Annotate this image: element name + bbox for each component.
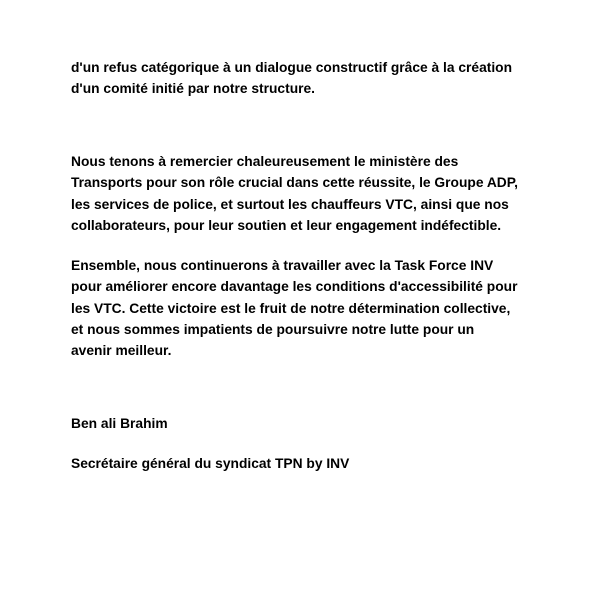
text-line: les VTC. Cette victoire est le fruit de notre détermination collective, [71, 300, 511, 316]
signatory-name: Ben ali Brahim [71, 416, 168, 431]
text-line: pour améliorer encore davantage les conditions d'accessibilité pour [71, 279, 518, 295]
signature-title [71, 453, 541, 474]
text-line: Nous tenons à remercier chaleureusement le ministère des [71, 154, 459, 169]
paragraph-thanks [71, 151, 541, 236]
text-line: Transports pour son rôle crucial dans cette réussite, le Groupe ADP, [71, 175, 518, 191]
text-line: collaborateurs, pour leur soutien et leur engagement indéfectible. [71, 217, 502, 233]
text-line: Ensemble, nous continuerons à travailler avec la Task Force INV [71, 258, 494, 273]
paragraph-commitment [71, 255, 541, 361]
text-line: d'un refus catégorique à un dialogue constructif grâce à la création [71, 60, 513, 75]
text-line: les services de police, et surtout les chauffeurs VTC, ainsi que nos [71, 196, 509, 212]
text-line: d'un comité initié par notre structure. [71, 81, 315, 97]
signatory-title: Secrétaire général du syndicat TPN by INV [71, 456, 350, 471]
text-line: avenir meilleur. [71, 343, 172, 359]
paragraph-closing-context [71, 57, 541, 100]
signature-name [71, 413, 541, 434]
text-line: et nous sommes impatients de poursuivre notre lutte pour un [71, 321, 475, 337]
